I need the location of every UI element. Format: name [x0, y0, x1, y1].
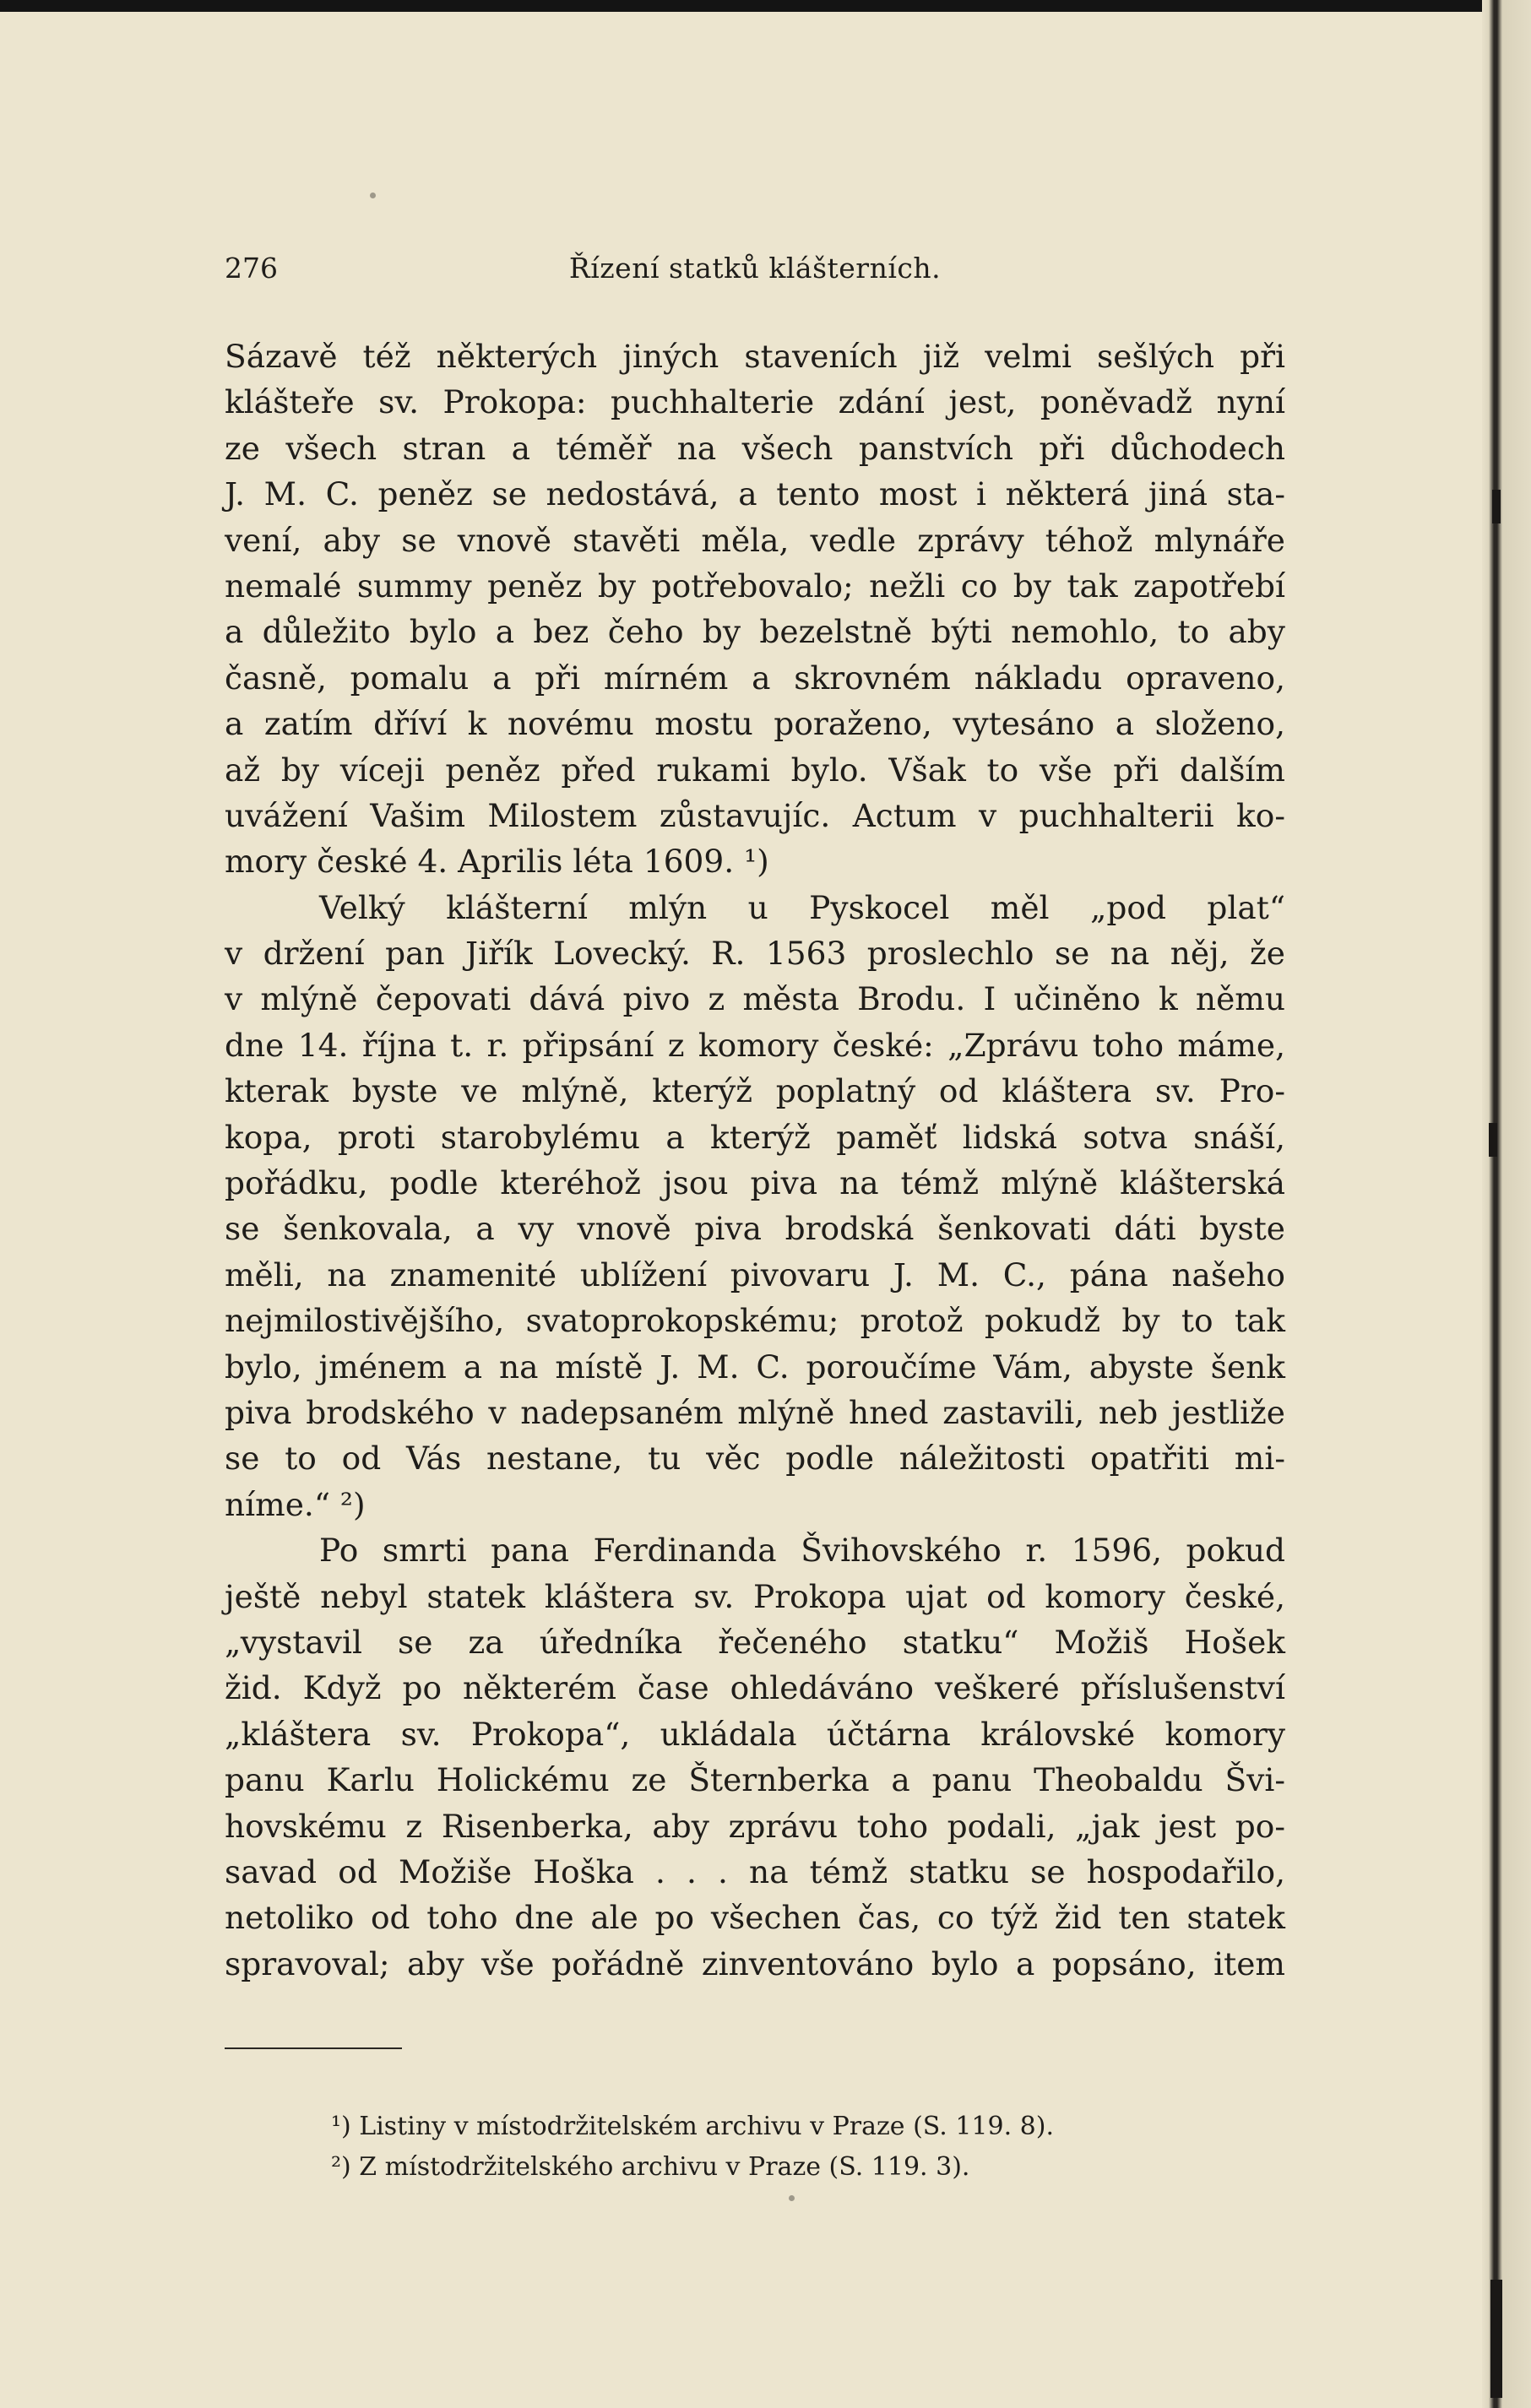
scan-edge-mark-1	[1492, 490, 1501, 523]
text-line: dne 14. října t. r. připsání z komory české: „Zprávu toho máme,	[225, 1026, 1285, 1064]
text-line: nemalé summy peněz by potřebovalo; nežli co by tak zapotřebí	[225, 567, 1285, 605]
text-line: netoliko od toho dne ale po všechen čas, co týž žid ten statek	[225, 1899, 1285, 1937]
text-line: v držení pan Jiřík Lovecký. R. 1563 proslechlo se na něj, že	[225, 935, 1285, 973]
scan-edge-mark-2	[1489, 1123, 1497, 1157]
text-line: Velký klášterní mlýn u Pyskocel měl „pod plat“	[319, 888, 1285, 926]
scan-border-right	[1482, 0, 1531, 2408]
scan-edge-mark-3	[1490, 2280, 1502, 2398]
book-page	[225, 245, 1285, 2188]
scan-speck	[789, 2195, 795, 2201]
text-line: „kláštera sv. Prokopa“, ukládala účtárna královské komory	[225, 1715, 1285, 1753]
text-line: uvážení Vašim Milostem zůstavujíc. Actum v puchhalterii ko-	[225, 796, 1285, 834]
text-line: J. M. C. peněz se nedostává, a tento most i některá jiná sta-	[225, 475, 1285, 513]
text-line: ještě nebyl statek kláštera sv. Prokopa ujat od komory české,	[225, 1577, 1285, 1615]
scan-speck	[370, 193, 376, 198]
text-line: žid. Když po některém čase ohledáváno veškeré příslušenství	[225, 1669, 1285, 1707]
text-line: se šenkovala, a vy vnově piva brodská šenkovati dáti byste	[225, 1210, 1285, 1248]
body-text	[225, 334, 1285, 1987]
text-line: savad od Možiše Hoška . . . na témž statku se hospodařilo,	[225, 1852, 1285, 1890]
scan-border-top	[0, 0, 1531, 12]
text-line: se to od Vás nestane, tu věc podle náležitosti opatřiti mi-	[225, 1440, 1285, 1478]
text-line: níme.“ ²)	[225, 1485, 366, 1523]
running-title: Řízení statků klášterních.	[568, 252, 942, 285]
text-line: až by víceji peněz před rukami bylo. Však to vše při dalším	[225, 751, 1285, 789]
text-line: Sázavě též některých jiných staveních již velmi sešlých při	[225, 338, 1285, 375]
page-number: 276	[225, 252, 278, 285]
page-header	[225, 245, 1285, 296]
text-line: „vystavil se za úředníka řečeného statku“ Možiš Hošek	[225, 1623, 1285, 1661]
text-line: bylo, jménem a na místě J. M. C. poroučíme Vám, abyste šenk	[225, 1348, 1285, 1386]
text-line: mory české 4. Aprilis léta 1609. ¹)	[225, 843, 769, 881]
text-line: spravoval; aby vše pořádně zinventováno bylo a popsáno, item	[225, 1944, 1285, 1982]
text-line: vení, aby se vnově stavěti měla, vedle zprávy téhož mlynáře	[225, 521, 1285, 559]
text-line: ze všech stran a téměř na všech panstvích při důchodech	[225, 429, 1285, 467]
text-line: klášteře sv. Prokopa: puchhalterie zdání jest, poněvadž nyní	[225, 383, 1285, 421]
text-line: Po smrti pana Ferdinanda Švihovského r. 1596, pokud	[319, 1532, 1285, 1570]
text-line: pořádku, podle kteréhož jsou piva na témž mlýně klášterská	[225, 1164, 1285, 1202]
footnote-divider	[225, 2047, 402, 2049]
text-line: kterak byste ve mlýně, kterýž poplatný od kláštera sv. Pro-	[225, 1072, 1285, 1110]
text-line: a důležito bylo a bez čeho by bezelstně býti nemohlo, to aby	[225, 613, 1285, 651]
text-line: piva brodského v nadepsaném mlýně hned zastavili, neb jestliže	[225, 1393, 1285, 1431]
text-line: panu Karlu Holickému ze Šternberka a panu Theobaldu Švi-	[225, 1761, 1285, 1799]
footnote-2: ²) Z místodržitelského archivu v Praze (S. 119. 3).	[331, 2152, 970, 2183]
text-line: a zatím dříví k novému mostu poraženo, vytesáno a složeno,	[225, 705, 1285, 743]
text-line: v mlýně čepovati dává pivo z města Brodu. I učiněno k němu	[225, 980, 1285, 1018]
text-line: hovskému z Risenberka, aby zprávu toho podali, „jak jest po-	[225, 1807, 1285, 1845]
text-line: nejmilostivějšího, svatoprokopskému; protož pokudž by to tak	[225, 1302, 1285, 1340]
footnote-1: ¹) Listiny v místodržitelském archivu v Praze (S. 119. 8).	[331, 2112, 1054, 2142]
footnotes	[225, 2107, 1285, 2188]
text-line: kopa, proti starobylému a kterýž paměť lidská sotva snáší,	[225, 1118, 1285, 1156]
text-line: měli, na znamenité ublížení pivovaru J. M. C., pána našeho	[225, 1256, 1285, 1293]
text-line: časně, pomalu a při mírném a skrovném nákladu opraveno,	[225, 659, 1285, 697]
